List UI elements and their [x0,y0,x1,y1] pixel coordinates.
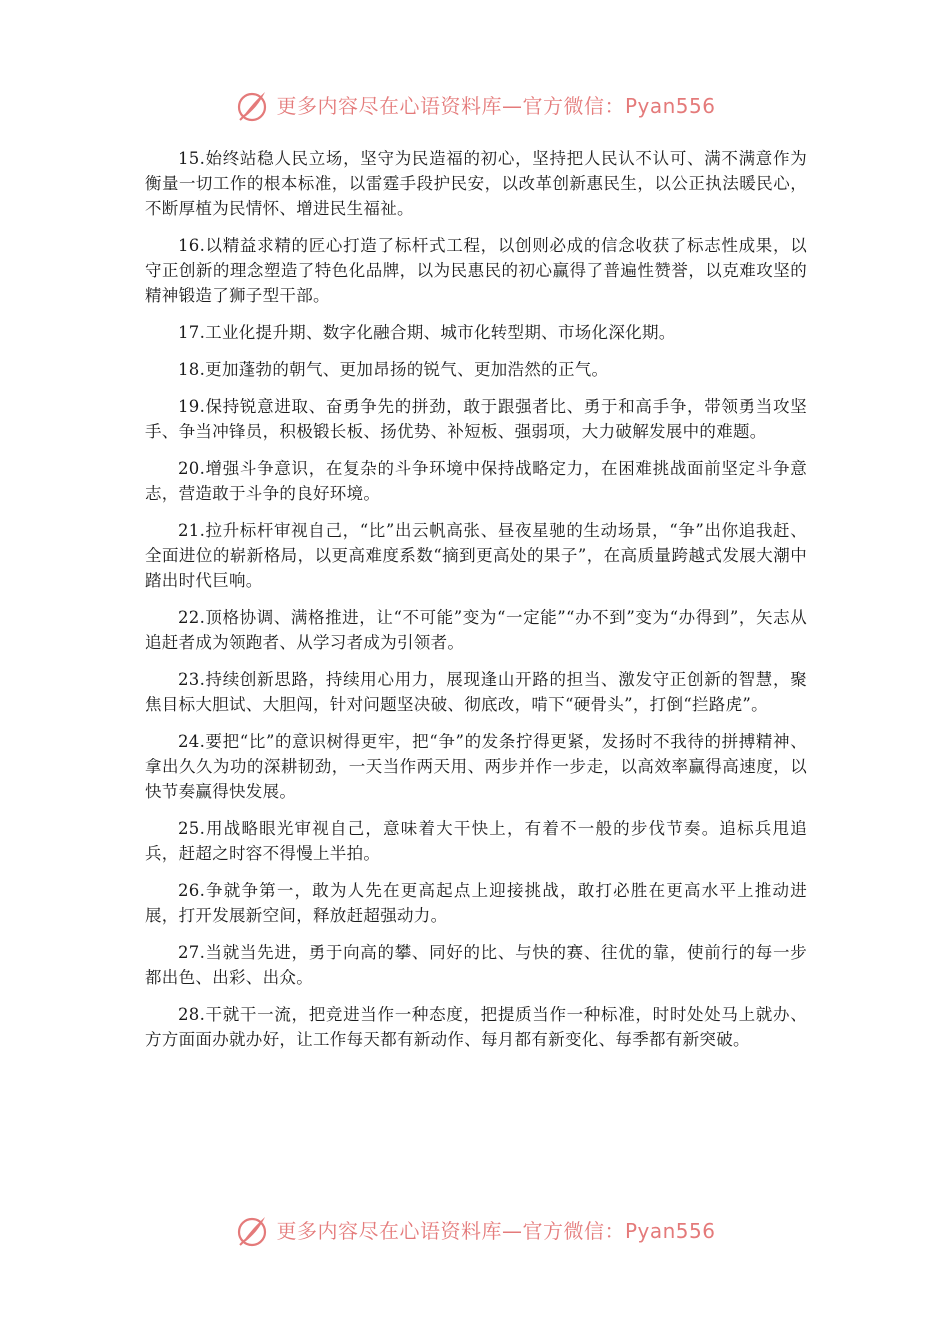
paragraph-20: 20.增强斗争意识，在复杂的斗争环境中保持战略定力，在困难挑战面前坚定斗争意志，营造敢于斗争的良好环境。 [145,459,807,503]
paragraph-22: 22.顶格协调、满格推进，让“不可能”变为“一定能”“办不到”变为“办得到”，矢志从追赶者成为领跑者、从学习者成为引领者。 [145,608,807,652]
paragraph-16: 16.以精益求精的匠心打造了标杆式工程，以创则必成的信念收获了标志性成果，以守正创新的理念塑造了特色化品牌，以为民惠民的初心赢得了普遍性赞誉，以克难攻坚的精神锻造了狮子型干部。 [145,236,807,305]
footer-banner-text: 更多内容尽在心语资料库—官方微信：Pyan556 [276,1219,716,1243]
paragraph-19: 19.保持锐意进取、奋勇争先的拼劲，敢于跟强者比、勇于和高手争，带领勇当攻坚手、争当冲锋员，积极锻长板、扬优势、补短板、强弱项，大力破解发展中的难题。 [145,397,807,441]
paragraph-26: 26.争就争第一，敢为人先在更高起点上迎接挑战，敢打必胜在更高水平上推动进展，打开发展新空间，释放赶超强动力。 [145,881,807,925]
paragraph-28: 28.干就干一流，把竞进当作一种态度，把提质当作一种标准，时时处处马上就办、方方面面办就办好，让工作每天都有新动作、每月都有新变化、每季都有新突破。 [145,1005,807,1049]
footer-banner [0,1213,950,1249]
paragraph-23: 23.持续创新思路，持续用心用力，展现逢山开路的担当、激发守正创新的智慧，聚焦目标大胆试、大胆闯，针对问题坚决破、彻底改，啃下“硬骨头”，打倒“拦路虎”。 [145,670,807,714]
header-banner-text: 更多内容尽在心语资料库—官方微信：Pyan556 [276,94,716,118]
paragraph-21: 21.拉升标杆审视自己，“比”出云帆高张、昼夜星驰的生动场景，“争”出你追我赶、全面进位的崭新格局，以更高难度系数“摘到更高处的果子”，在高质量跨越式发展大潮中踏出时代巨响。 [145,521,807,590]
quill-logo-icon [234,88,270,124]
paragraph-24: 24.要把“比”的意识树得更牢，把“争”的发条拧得更紧，发扬时不我待的拼搏精神、拿出久久为功的深耕韧劲，一天当作两天用、两步并作一步走，以高效率赢得高速度，以快节奏赢得快发展。 [145,732,807,801]
paragraph-27: 27.当就当先进，勇于向高的攀、同好的比、与快的赛、往优的靠，使前行的每一步都出色、出彩、出众。 [145,943,807,987]
paragraph-17: 17.工业化提升期、数字化融合期、城市化转型期、市场化深化期。 [178,323,676,342]
paragraph-18: 18.更加蓬勃的朝气、更加昂扬的锐气、更加浩然的正气。 [178,360,609,379]
paragraph-25: 25.用战略眼光审视自己，意味着大干快上，有着不一般的步伐节奏。追标兵甩追兵，赶超之时容不得慢上半拍。 [145,819,807,863]
paragraph-15: 15.始终站稳人民立场，坚守为民造福的初心，坚持把人民认不认可、满不满意作为衡量一切工作的根本标准，以雷霆手段护民安，以改革创新惠民生，以公正执法暖民心，不断厚植为民情怀、增进民生福祉。 [145,149,807,218]
quill-logo-icon [234,1213,270,1249]
document-body [145,146,807,1064]
header-banner [0,88,950,124]
